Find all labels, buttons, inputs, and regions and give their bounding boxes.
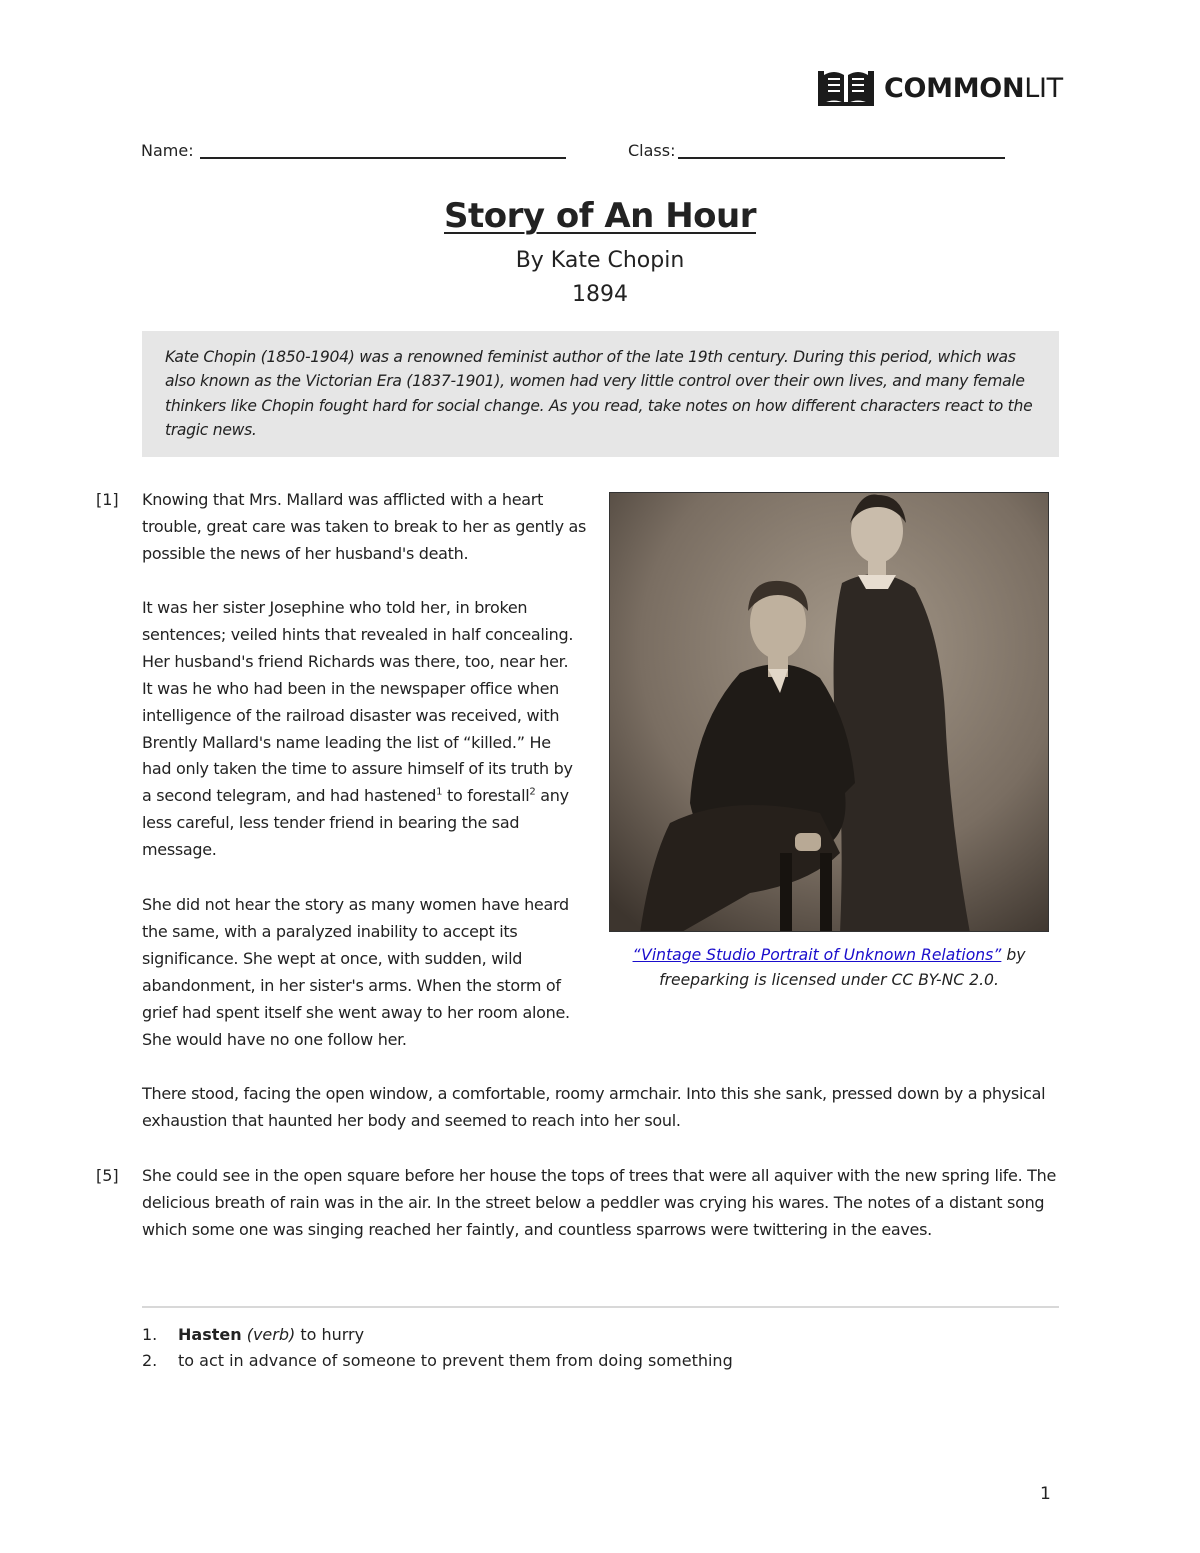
paragraph-4: There stood, facing the open window, a comfortable, roomy armchair. Into this she sank, pressed down by a physical exhaustion that haunted her body and seemed to reach into her soul. bbox=[142, 1084, 1046, 1130]
footnote-number: 2. bbox=[142, 1351, 158, 1370]
footnote-1 bbox=[142, 1322, 1042, 1348]
story-year: 1894 bbox=[572, 282, 628, 307]
class-field[interactable] bbox=[678, 157, 1005, 159]
paragraph-2-text-b: to forestall bbox=[442, 786, 530, 806]
portrait-photo bbox=[609, 492, 1049, 932]
logo-light-text: LIT bbox=[1024, 72, 1063, 104]
paragraph-5: She could see in the open square before her house the tops of trees that were all aquiver with the new spring life. The delicious breath of rain was in the air. In the street below a peddler was crying his wares. The notes of a distant song which some one was singing reached her faintly, and countless sparrows were twittering in the eaves. bbox=[142, 1166, 1057, 1239]
paragraph-2 bbox=[142, 595, 582, 864]
commonlit-logo bbox=[818, 68, 1063, 108]
paragraph-2-text-c: any less careful, less tender friend in bearing the sad message. bbox=[142, 786, 569, 860]
footnote-2 bbox=[142, 1348, 1042, 1374]
logo-bold-text: COMMON bbox=[884, 72, 1025, 104]
footnote-number: 1. bbox=[142, 1325, 158, 1344]
story-author: By Kate Chopin bbox=[515, 248, 685, 273]
open-book-icon bbox=[818, 69, 874, 107]
photo-source-link[interactable]: “Vintage Studio Portrait of Unknown Relations” bbox=[632, 946, 1002, 964]
footnote-divider bbox=[142, 1306, 1059, 1308]
paragraph-2-text-a: It was her sister Josephine who told her, in broken sentences; veiled hints that revealed in half concealing. Her husband's friend Richards was there, too, near her. It was he who had been in the newspaper office when intelligence of the railroad disaster was received, with Brently Mallard's name leading the list of “killed.” He had only taken the time to assure himself of its truth by a second telegram, and had hastened bbox=[142, 598, 574, 806]
caption-by-text: by bbox=[1001, 946, 1026, 964]
logo-wordmark bbox=[884, 72, 1063, 104]
footnote-ref-2[interactable]: 2 bbox=[529, 787, 536, 799]
name-label: Name: bbox=[141, 141, 194, 160]
paragraph-1: Knowing that Mrs. Mallard was afflicted with a heart trouble, great care was taken to break to her as gently as possible the news of her husband's death. bbox=[142, 490, 587, 563]
photo-caption bbox=[609, 943, 1049, 992]
paragraph-3: She did not hear the story as many women have heard the same, with a paralyzed inability to accept its significance. She wept at once, with sudden, wild abandonment, in her sister's arms. When the storm of grief had spent itself she went away to her room alone. She would have no one follow her. bbox=[142, 895, 570, 1049]
page-number: 1 bbox=[1040, 1484, 1051, 1504]
class-label: Class: bbox=[628, 141, 676, 160]
footnote-ref-1[interactable]: 1 bbox=[436, 787, 443, 799]
story-title: Story of An Hour bbox=[444, 196, 756, 236]
footnote-definition: to hurry bbox=[295, 1325, 365, 1344]
paragraph-marker-5: [5] bbox=[96, 1166, 119, 1185]
paragraph-marker-1: [1] bbox=[96, 490, 119, 509]
footnote-definition: to act in advance of someone to prevent them from doing something bbox=[178, 1351, 733, 1370]
caption-license-text: freeparking is licensed under CC BY-NC 2.0. bbox=[659, 970, 999, 989]
footnote-term: Hasten bbox=[178, 1325, 242, 1344]
intro-text: Kate Chopin (1850-1904) was a renowned feminist author of the late 19th century. During this period, which was also known as the Victorian Era (1837-1901), women had very little control over their own lives, and many female thinkers like Chopin fought hard for social change. As you read, take notes on how different characters react to the tragic news. bbox=[165, 348, 1033, 439]
name-field[interactable] bbox=[200, 157, 566, 159]
footnote-part-of-speech: (verb) bbox=[246, 1325, 296, 1344]
